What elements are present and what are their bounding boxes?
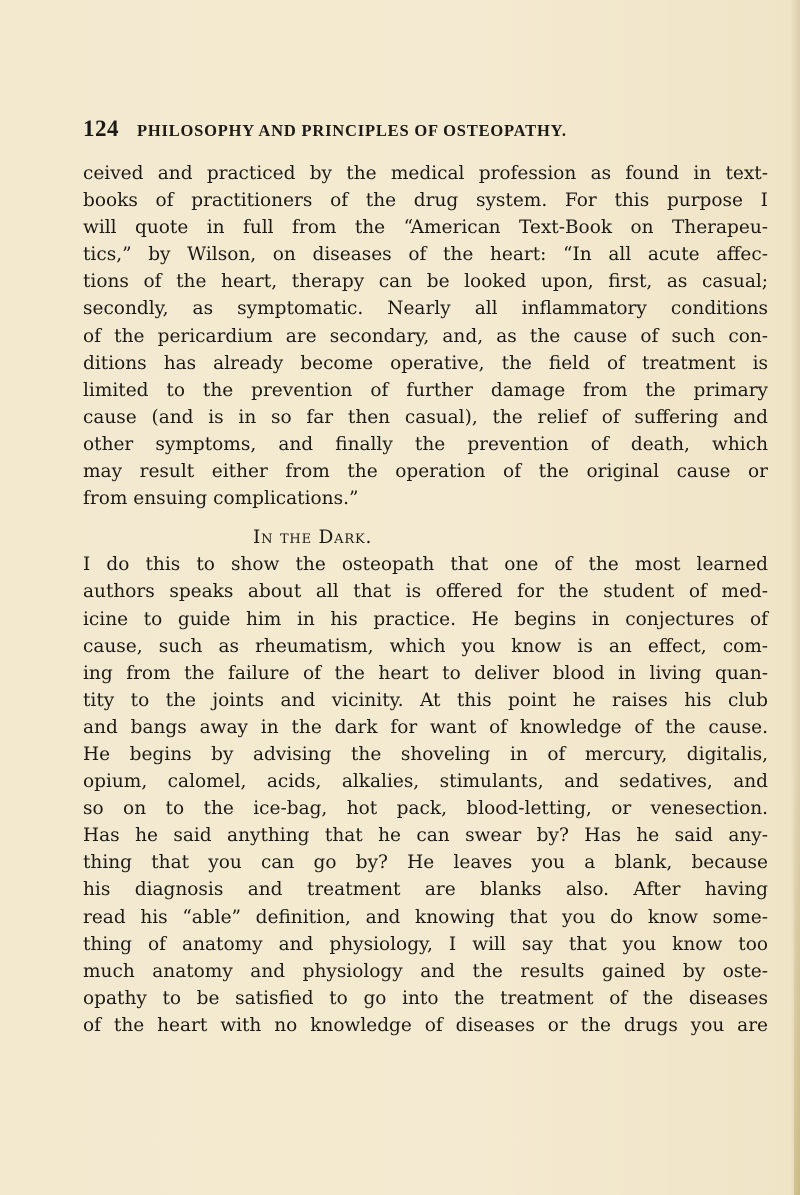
- text-line: opium, calomel, acids, alkalies, stimulants, and sedatives, and: [83, 771, 768, 793]
- text-line: tions of the heart, therapy can be looked upon, first, as casual;: [83, 271, 768, 293]
- text-line: books of practitioners of the drug system. For this purpose I: [83, 190, 768, 212]
- text-line: cause, such as rheumatism, which you know is an effect, com-: [83, 635, 768, 657]
- text-line: so on to the ice-bag, hot pack, blood-letting, or venesection.: [83, 798, 768, 820]
- text-line: He begins by advising the shoveling in of mercury, digitalis,: [83, 743, 768, 765]
- text-line: secondly, as symptomatic. Nearly all inflammatory conditions: [83, 298, 768, 320]
- page-number: 124: [83, 116, 119, 141]
- text-line: authors speaks about all that is offered for the student of med-: [83, 581, 768, 603]
- text-line: from ensuing complications.”: [83, 488, 359, 510]
- text-line: Has he said anything that he can swear by? Has he said any-: [83, 825, 768, 847]
- page-edge-stain: [794, 760, 800, 1195]
- section-heading: In the Dark.: [253, 527, 373, 549]
- text-line: read his “able” definition, and knowing that you do know some-: [83, 906, 768, 928]
- text-line: of the heart with no knowledge of diseases or the drugs you are: [83, 1014, 768, 1036]
- text-line: other symptoms, and finally the prevention of death, which: [83, 433, 768, 455]
- text-line: and bangs away in the dark for want of knowledge of the cause.: [83, 716, 768, 738]
- page-header: [83, 116, 763, 142]
- text-line: opathy to be satisfied to go into the treatment of the diseases: [83, 987, 768, 1009]
- text-line: of the pericardium are secondary, and, as the cause of such con-: [83, 325, 768, 347]
- text-line: will quote in full from the “American Text-Book on Therapeu-: [83, 217, 768, 239]
- text-line: tics,” by Wilson, on diseases of the heart: “In all acute affec-: [83, 244, 768, 266]
- text-line: tity to the joints and vicinity. At this point he raises his club: [83, 689, 768, 711]
- paragraph-1: [83, 160, 768, 512]
- text-line: may result either from the operation of the original cause or: [83, 461, 768, 483]
- text-line: much anatomy and physiology and the results gained by oste-: [83, 960, 768, 982]
- text-line: I do this to show the osteopath that one of the most learned: [83, 554, 768, 576]
- text-line: thing of anatomy and physiology, I will say that you know too: [83, 933, 768, 955]
- text-line: ditions has already become operative, the field of treatment is: [83, 352, 768, 374]
- text-line: cause (and is in so far then casual), the relief of suffering and: [83, 406, 768, 428]
- body-text: [83, 160, 768, 1039]
- text-line: thing that you can go by? He leaves you a blank, because: [83, 852, 768, 874]
- running-title: PHILOSOPHY AND PRINCIPLES OF OSTEOPATHY.: [137, 121, 567, 140]
- text-line: ing from the failure of the heart to deliver blood in living quan-: [83, 662, 768, 684]
- text-line: ceived and practiced by the medical profession as found in text-: [83, 163, 768, 184]
- paragraph-2: [83, 551, 768, 1039]
- text-line: icine to guide him in his practice. He begins in conjectures of: [83, 608, 768, 630]
- text-line: his diagnosis and treatment are blanks also. After having: [83, 879, 768, 901]
- text-line: limited to the prevention of further damage from the primary: [83, 379, 768, 401]
